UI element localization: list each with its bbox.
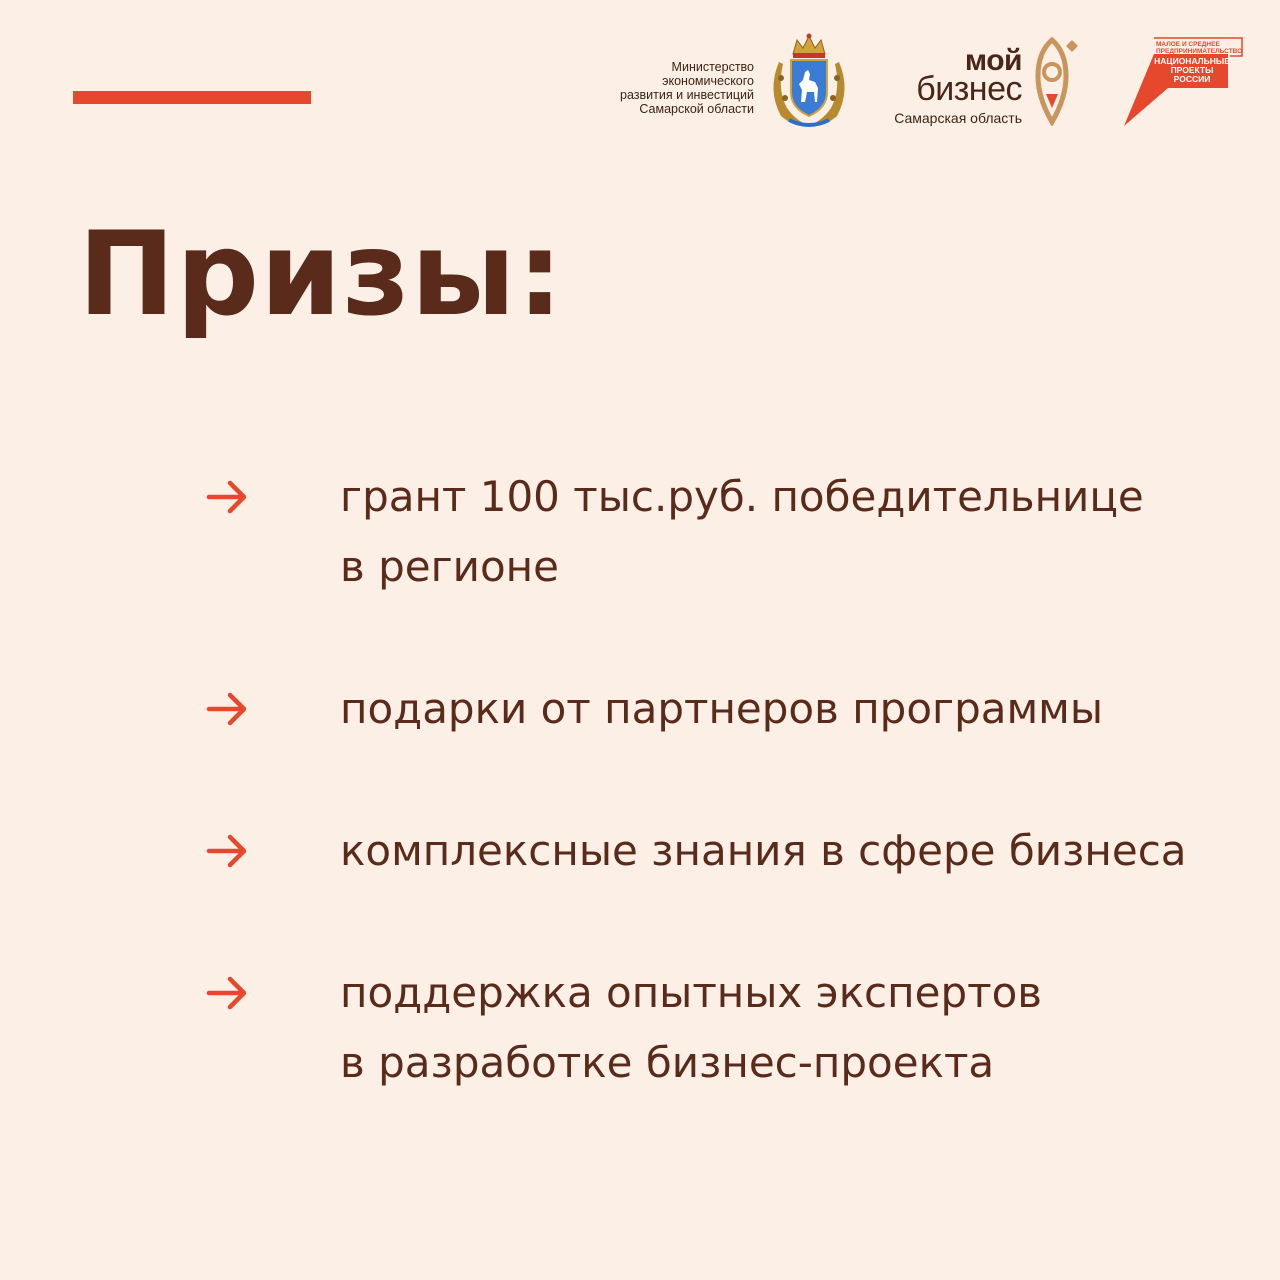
rocket-pin-icon (1030, 36, 1084, 126)
prize-text: грант 100 тыс.руб. победительнице в регионе (340, 472, 1144, 591)
national-projects-logo (1120, 36, 1244, 128)
samara-coat-of-arms-icon (765, 32, 853, 130)
moy-biznes-region: Самарская область (894, 110, 1022, 126)
ministry-logo-text (590, 60, 754, 116)
national-projects-caption: МАЛОЕ И СРЕДНЕЕ ПРЕДПРИНИМАТЕЛЬСТВО (1156, 41, 1243, 55)
ministry-line: Министерство (671, 60, 754, 74)
moy-biznes-word-1: мой (964, 44, 1022, 77)
ministry-line: развития и инвестиций (620, 88, 754, 102)
arrow-right-icon (206, 478, 250, 516)
national-projects-title: НАЦИОНАЛЬНЫЕ ПРОЕКТЫ РОССИИ (1154, 56, 1230, 84)
arrow-right-icon (206, 832, 250, 870)
arrow-right-icon (206, 690, 250, 728)
arrow-right-icon (206, 974, 250, 1012)
ministry-line: экономического (662, 74, 754, 88)
accent-bar (73, 91, 311, 104)
ministry-line: Самарской области (639, 102, 754, 116)
prize-text: поддержка опытных экспертов в разработке бизнес-проекта (340, 968, 1043, 1087)
page-title: Призы: (78, 207, 565, 342)
prize-text: подарки от партнеров программы (340, 684, 1104, 733)
moy-biznes-logo (880, 46, 1030, 132)
moy-biznes-word-2: бизнес (916, 70, 1022, 108)
prize-text: комплексные знания в сфере бизнеса (340, 826, 1187, 875)
